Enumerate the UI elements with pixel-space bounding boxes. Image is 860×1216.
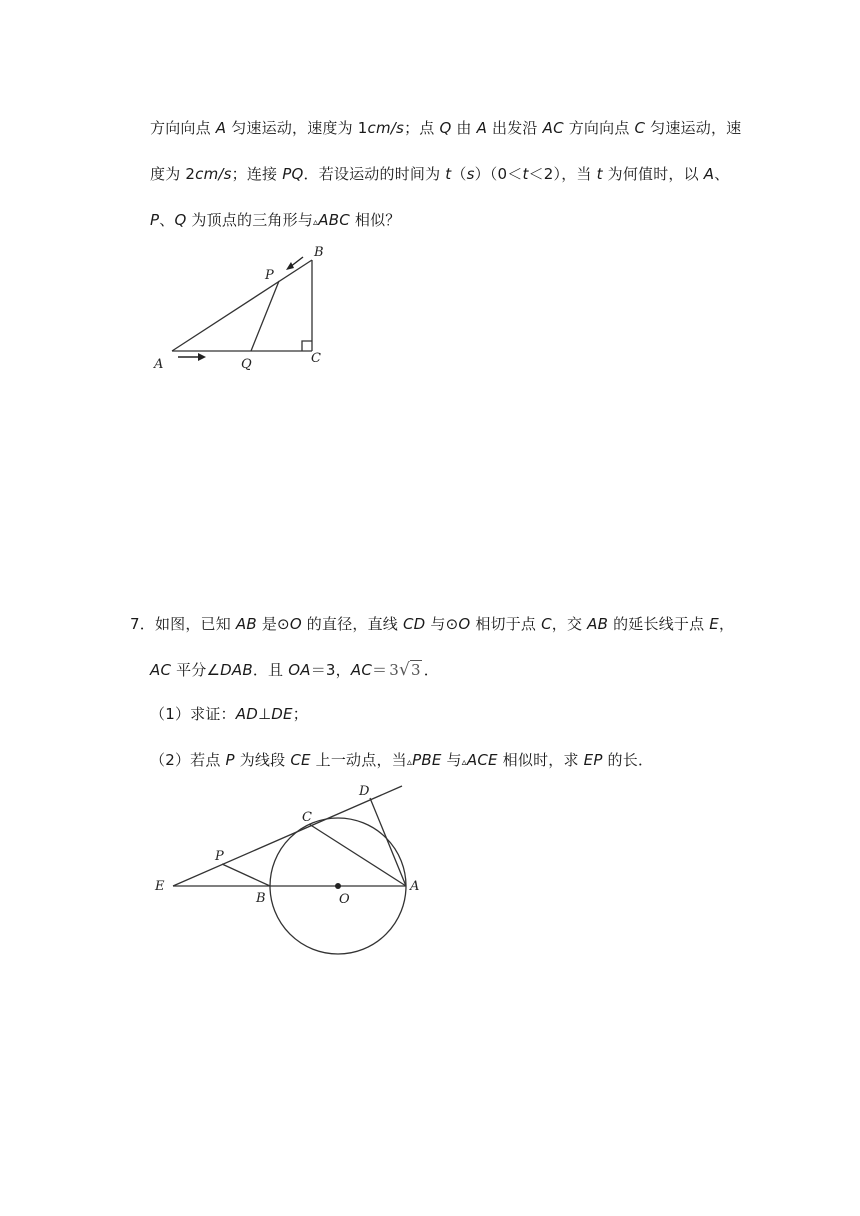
label-b: B [256,891,266,906]
label-q: Q [241,357,252,372]
label-a: A [154,357,164,372]
problem7-line2: AC 平分∠DAB．且 OA＝3，AC＝ 3√3 ． [150,660,439,680]
triangle-figure [148,240,348,380]
segment-pb [222,864,270,886]
problem6-line1: 方向向点 A 匀速运动，速度为 1cm/s；点 Q 由 A 出发沿 AC 方向向点 C 匀速运动，速 [150,119,742,137]
tangent-line [173,786,402,886]
label-c: C [302,810,312,825]
label-c: C [311,351,321,366]
problem6-line3: P、Q 为顶点的三角形与▵ABC 相似？ [150,211,401,229]
segment-da [370,798,406,886]
label-p: P [215,849,224,864]
problem7-line1: 7．如图，已知 AB 是⊙O 的直径，直线 CD 与⊙O 相切于点 C，交 AB 的延长线于点 E， [130,615,735,633]
label-o: O [339,892,350,907]
segment-pq [251,281,279,351]
segment-ca [309,824,406,886]
label-b: B [314,245,324,260]
label-p: P [265,268,274,283]
right-angle-mark [302,341,312,351]
problem7-line3: （1）求证：AD⊥DE； [150,705,308,723]
label-a: A [410,879,420,894]
circle-figure [140,775,440,965]
problem7-line4: （2）若点 P 为线段 CE 上一动点，当▵PBE 与▵ACE 相似时，求 EP 的长． [150,751,654,769]
problem6-line2: 度为 2cm/s；连接 PQ．若设运动的时间为 t（s）（0＜t＜2），当 t 为何值时，以 A、 [150,165,730,183]
arrow-a-to-c [178,353,206,361]
label-e: E [155,879,165,894]
center-point [335,883,341,889]
segment-ab [172,260,312,351]
label-d: D [359,784,370,799]
sqrt-expression: 3√3 [389,660,421,680]
